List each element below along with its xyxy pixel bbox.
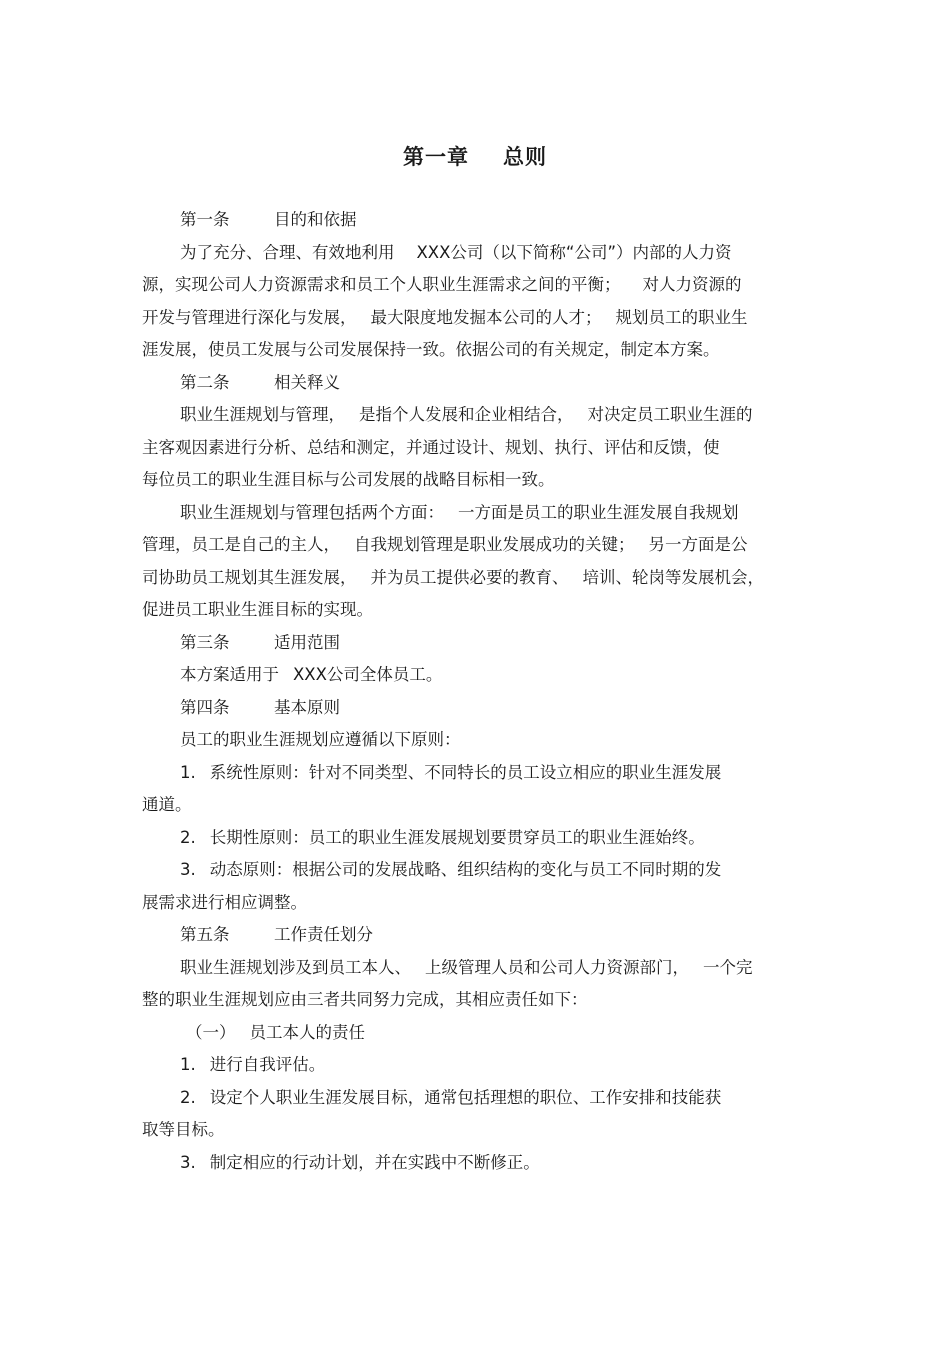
body-line: [142, 594, 808, 627]
list-number: 2.: [180, 1087, 196, 1107]
article-number: 第二条: [180, 372, 230, 392]
article-2-heading: [142, 367, 808, 400]
body-line: [142, 562, 808, 595]
text-run: XXX公司（以下简称“公司”: [416, 242, 617, 262]
list-item: [142, 822, 808, 855]
text-run: 培训、轮岗等发展机会，: [582, 567, 764, 587]
list-number: 3.: [180, 1152, 196, 1172]
article-title: 适用范围: [274, 632, 340, 652]
text-run: 司协助员工规划其生涯发展，: [142, 567, 357, 587]
text-run: 动态原则：根据公司的发展战略、组织结构的变化与员工不同时期的发: [209, 860, 722, 879]
list-item: [142, 1082, 808, 1115]
text-run: ）内部的人力资: [616, 242, 732, 262]
list-number: 3.: [180, 860, 196, 879]
list-number: 2.: [180, 827, 196, 847]
chapter-number: 第一章: [403, 145, 469, 169]
article-3-heading: [142, 627, 808, 660]
text-run: 开发与管理进行深化与发展，: [142, 307, 357, 327]
text-run: 进行自我评估。: [209, 1055, 326, 1074]
text-run: 涯发展，使员工发展与公司发展保持一致。依据公司的有关规定，制定本方案。: [142, 340, 720, 359]
text-run: 员工的职业生涯规划应遵循以下原则：: [180, 730, 461, 749]
text-run: 整的职业生涯规划应由三者共同努力完成，其相应责任如下：: [142, 990, 588, 1009]
sub-number: （一）: [186, 1022, 236, 1042]
text-run: XXX公司全体员工。: [293, 665, 443, 684]
list-item: [142, 757, 808, 790]
body-line: [142, 887, 808, 920]
text-run: 另一方面是公: [648, 535, 748, 554]
text-run: 上级管理人员和公司人力资源部门，: [425, 957, 689, 977]
body-line: [142, 302, 808, 335]
body-line: [142, 659, 808, 692]
list-item: [142, 1049, 808, 1082]
list-item: [142, 1147, 808, 1180]
body-line: [142, 464, 808, 497]
text-run: 本方案适用于: [180, 665, 279, 684]
text-run: 一方面是员工的职业生涯发展自我规划: [458, 502, 739, 522]
text-run: 规划员工的职业生: [615, 307, 748, 327]
text-run: 一个完: [703, 957, 753, 977]
body-line: [142, 724, 808, 757]
article-4-heading: [142, 692, 808, 725]
article-number: 第一条: [180, 210, 230, 229]
text-run: 主客观因素进行分析、总结和测定，并通过设计、规划、执行、评估和反馈，使: [142, 437, 720, 457]
sub-title: 员工本人的责任: [249, 1022, 365, 1042]
text-run: 并为员工提供必要的教育、: [370, 567, 569, 587]
body-line: [142, 789, 808, 822]
text-run: 最大限度地发掘本公司的人才；: [370, 307, 602, 327]
text-run: 展需求进行相应调整。: [142, 892, 307, 912]
text-run: 职业生涯规划与管理，: [180, 405, 345, 424]
article-title: 工作责任划分: [274, 925, 373, 944]
article-title: 目的和依据: [274, 210, 357, 229]
text-run: 对人力资源的: [642, 275, 742, 294]
text-run: 源，实现公司人力资源需求和员工个人职业生涯需求之间的平衡；: [142, 275, 621, 294]
chapter-title: [142, 142, 808, 172]
body-line: [142, 952, 808, 985]
text-run: 设定个人职业生涯发展目标，通常包括理想的职位、工作安排和技能获: [209, 1087, 722, 1107]
sub-heading: [142, 1017, 808, 1050]
text-run: 职业生涯规划涉及到员工本人、: [180, 957, 411, 977]
text-run: 制定相应的行动计划，并在实践中不断修正。: [209, 1152, 540, 1172]
text-run: 取等目标。: [142, 1120, 225, 1139]
text-run: 为了充分、合理、有效地利用: [180, 242, 395, 262]
list-number: 1.: [180, 1055, 196, 1074]
body-line: [142, 399, 808, 432]
text-run: 对决定员工职业生涯的: [587, 405, 753, 424]
body-line: [142, 432, 808, 465]
article-title: 基本原则: [274, 697, 340, 717]
list-number: 1.: [180, 762, 196, 782]
article-number: 第五条: [180, 925, 230, 944]
article-1-heading: [142, 204, 808, 237]
body-line: [142, 237, 808, 270]
body-line: [142, 497, 808, 530]
body-line: [142, 1114, 808, 1147]
text-run: 促进员工职业生涯目标的实现。: [142, 600, 373, 619]
text-run: 长期性原则：员工的职业生涯发展规划要贯穿员工的职业生涯始终。: [209, 827, 705, 847]
text-run: 管理，员工是自己的主人，: [142, 535, 340, 554]
text-run: 是指个人发展和企业相结合，: [359, 405, 574, 424]
body-line: [142, 334, 808, 367]
text-run: 每位员工的职业生涯目标与公司发展的战略目标相一致。: [142, 470, 555, 489]
article-number: 第三条: [180, 632, 230, 652]
text-run: 系统性原则：针对不同类型、不同特长的员工设立相应的职业生涯发展: [209, 762, 722, 782]
list-item: [142, 854, 808, 887]
text-run: 职业生涯规划与管理包括两个方面：: [180, 502, 444, 522]
article-number: 第四条: [180, 697, 230, 717]
body-line: [142, 529, 808, 562]
body-line: [142, 984, 808, 1017]
chapter-name: 总则: [503, 145, 547, 169]
body-line: [142, 269, 808, 302]
article-title: 相关释义: [274, 372, 340, 392]
text-run: 通道。: [142, 795, 192, 814]
article-5-heading: [142, 919, 808, 952]
text-run: 自我规划管理是职业发展成功的关键；: [354, 535, 635, 554]
